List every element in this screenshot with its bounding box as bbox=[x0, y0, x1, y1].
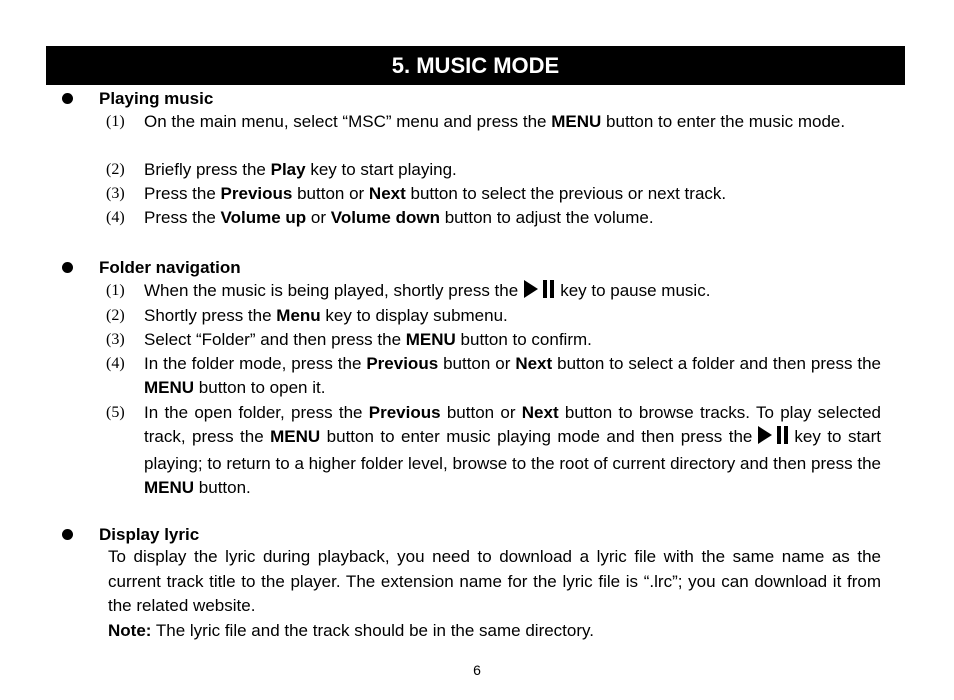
list-item: On the main menu, select “MSC” menu and press the MENU button to enter the music mode. bbox=[144, 112, 846, 131]
section-title bbox=[46, 46, 905, 85]
list-item: In the open folder, press the Previous button or Next button to browse tracks. To play selected track, press the MENU button to enter music playing mode and then press the key to start playing; to return to a higher folder level, browse to the root of current directory and then press the MENU button. bbox=[144, 403, 882, 497]
item-number: (4) bbox=[106, 355, 125, 372]
item-number: (1) bbox=[106, 113, 125, 130]
item-number: (1) bbox=[106, 282, 125, 299]
lyric-paragraph: To display the lyric during playback, you need to download a lyric file with the same name as the current track title to the player. The extension name for the lyric file is “.lrc”; you can download it from the related website. Note: The lyric file and the track should be in the same directory. bbox=[108, 547, 881, 640]
list-item: In the folder mode, press the Previous button or Next button to select a folder and then press the MENU button to open it. bbox=[144, 354, 882, 397]
list-item: Press the Volume up or Volume down button to adjust the volume. bbox=[144, 208, 654, 227]
item-number: (5) bbox=[106, 404, 125, 421]
page-number: 6 bbox=[473, 662, 481, 678]
heading-folder-navigation: Folder navigation bbox=[99, 258, 241, 277]
play-pause-icon bbox=[522, 279, 556, 306]
item-number: (4) bbox=[106, 209, 125, 226]
list-item: Select “Folder” and then press the MENU button to confirm. bbox=[144, 330, 592, 349]
play-pause-icon bbox=[756, 425, 790, 452]
heading-playing-music: Playing music bbox=[99, 89, 214, 108]
list-item: When the music is being played, shortly press the key to pause music. bbox=[144, 279, 881, 306]
list-item: Press the Previous button or Next button to select the previous or next track. bbox=[144, 184, 727, 203]
note-label: Note: bbox=[108, 620, 152, 640]
note-text: The lyric file and the track should be in the same directory. bbox=[151, 620, 594, 640]
bullet-icon bbox=[62, 529, 73, 540]
bullet-icon bbox=[62, 93, 73, 104]
heading-display-lyric: Display lyric bbox=[99, 525, 200, 544]
item-number: (3) bbox=[106, 185, 125, 202]
list-item: Briefly press the Play key to start playing. bbox=[144, 160, 457, 179]
bullet-icon bbox=[62, 262, 73, 273]
item-number: (2) bbox=[106, 307, 125, 324]
list-item: Shortly press the Menu key to display submenu. bbox=[144, 306, 508, 325]
item-number: (3) bbox=[106, 331, 125, 348]
item-number: (2) bbox=[106, 161, 125, 178]
section-title-text: 5. MUSIC MODE bbox=[391, 52, 560, 78]
